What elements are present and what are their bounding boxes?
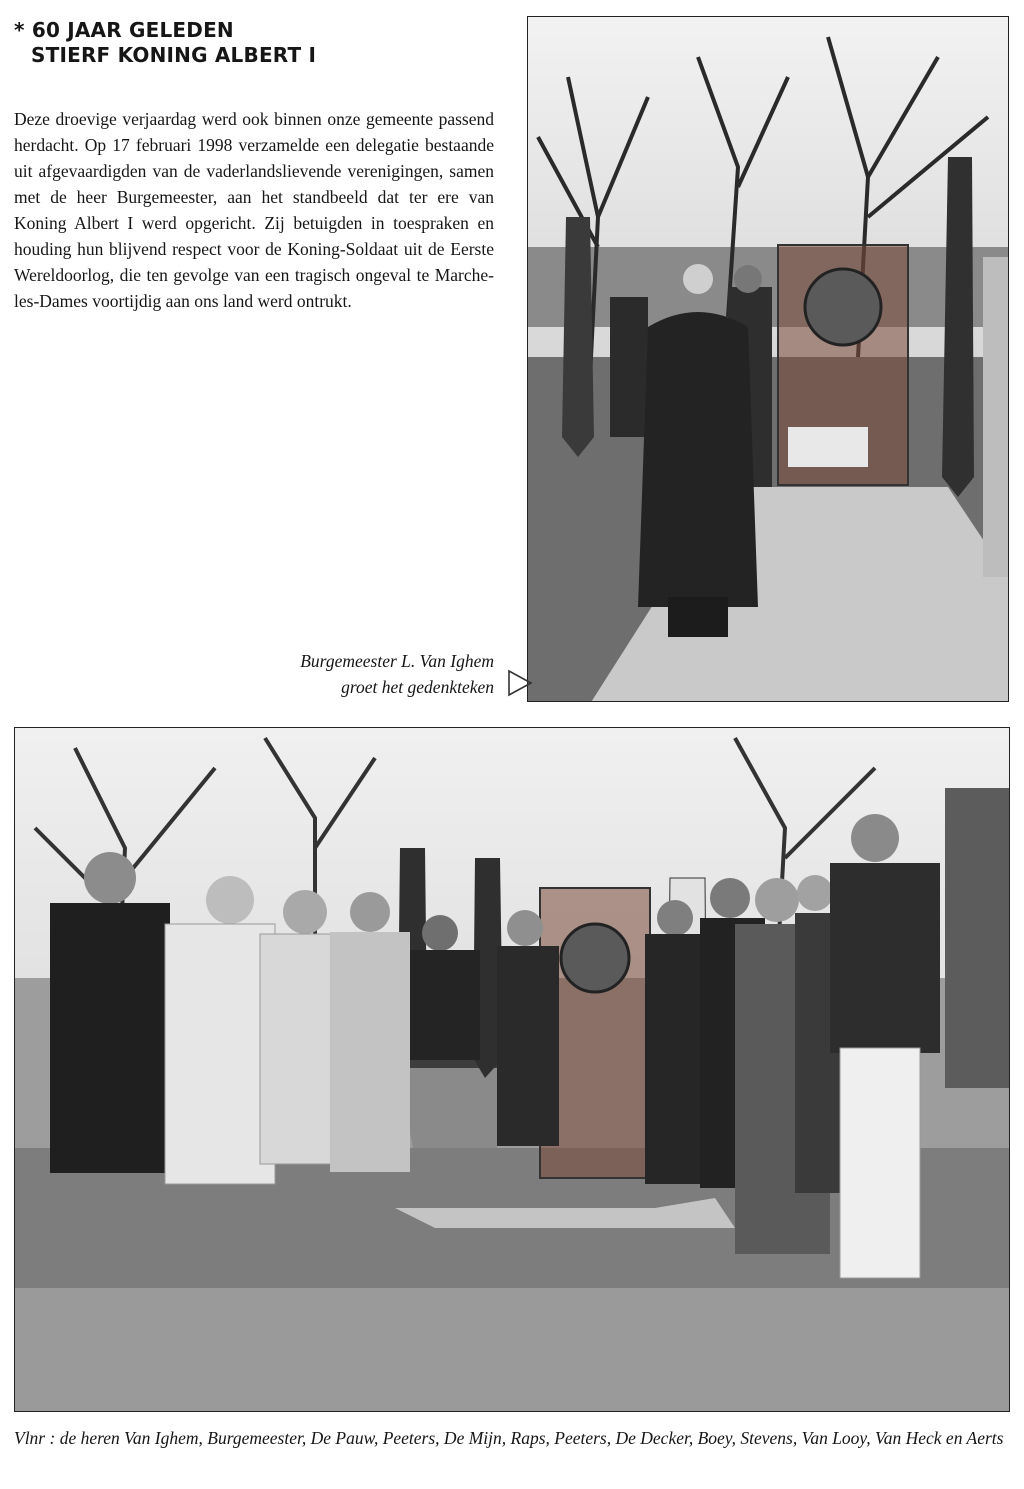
photo-group-at-memorial [14, 727, 1010, 1412]
photo-top-caption [174, 648, 494, 700]
photo-mayor-saluting-memorial [527, 16, 1009, 702]
photo-bottom-caption: Vlnr : de heren Van Ighem, Burgemeester, De Pauw, Peeters, De Mijn, Raps, Peeters, De Decker, Boey, Stevens, Van Looy, Van Heck en Aerts [14, 1428, 1004, 1448]
caption-top-line-2: groet het gedenkteken [341, 677, 494, 697]
caption-top-line-1: Burgemeester L. Van Ighem [300, 651, 494, 671]
article-body: Deze droevige verjaardag werd ook binnen onze gemeente passend herdacht. Op 17 februari 1998 verzamelde een delegatie bestaande uit afgevaardigden van de vaderlandslievende verenigingen, samen met de heer Burgemeester, aan het standbeeld dat ter ere van Koning Albert I werd opgericht. Zij betuigden in toespraken en houding hun blijvend respect voor de Koning-Soldaat uit de Eerste Wereldoorlog, die ten gevolge van een tragisch ongeval te Marche-les-Dames voortijdig aan ons land werd ontrukt. [14, 109, 494, 311]
headline-line-1: * 60 JAAR GELEDEN [14, 18, 234, 42]
triangle-right-outline-icon [506, 668, 534, 698]
headline-line-2: STIERF KONING ALBERT I [31, 43, 317, 67]
headline [14, 18, 316, 68]
